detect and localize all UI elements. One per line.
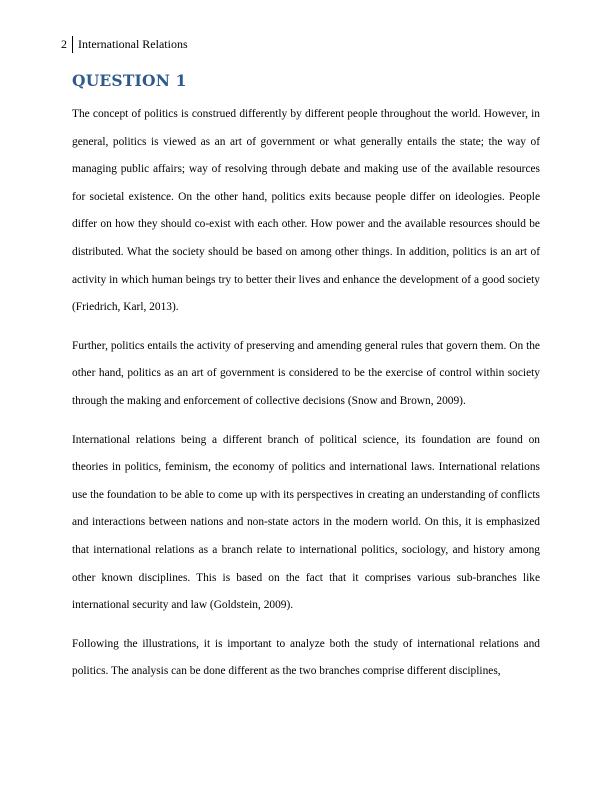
paragraph-2: Further, politics entails the activity of preserving and amending general rules that govern them. On the other hand, politics as an art of government is considered to be the exercise of control within society through the making and enforcement of collective decisions (Snow and Brown, 2009). bbox=[72, 339, 540, 407]
paragraph-4: Following the illustrations, it is important to analyze both the study of international relations and politics. The analysis can be done different as the two branches comprise different disciplines, bbox=[72, 637, 540, 678]
running-title: International Relations bbox=[78, 37, 188, 51]
page-header bbox=[61, 36, 188, 52]
page-number: 2 bbox=[61, 37, 67, 51]
section-heading: QUESTION 1 bbox=[72, 71, 187, 90]
header-divider bbox=[72, 36, 73, 53]
paragraph-1: The concept of politics is construed differently by different people throughout the world. However, in general, politics is viewed as an art of government or what generally entails the state; the way of managing public affairs; way of resolving through debate and making use of the available resources for societal existence. On the other hand, politics exits because people differ on ideologies. People differ on how they should co-exist with each other. How power and the available resources should be distributed. What the society should be based on among other things. In addition, politics is an art of activity in which human beings try to better their lives and enhance the development of a good society (Friedrich, Karl, 2013). bbox=[72, 108, 540, 314]
paragraph-3: International relations being a different branch of political science, its foundation are found on theories in politics, feminism, the economy of politics and international laws. International relations use the foundation to be able to come up with its perspectives in creating an understanding of conflicts and interactions between nations and non-state actors in the modern world. On this, it is emphasized that international relations as a branch relate to international politics, sociology, and history among other known disciplines. This is based on the fact that it comprises various sub-branches like international security and law (Goldstein, 2009). bbox=[72, 433, 540, 612]
document-body bbox=[72, 101, 540, 697]
